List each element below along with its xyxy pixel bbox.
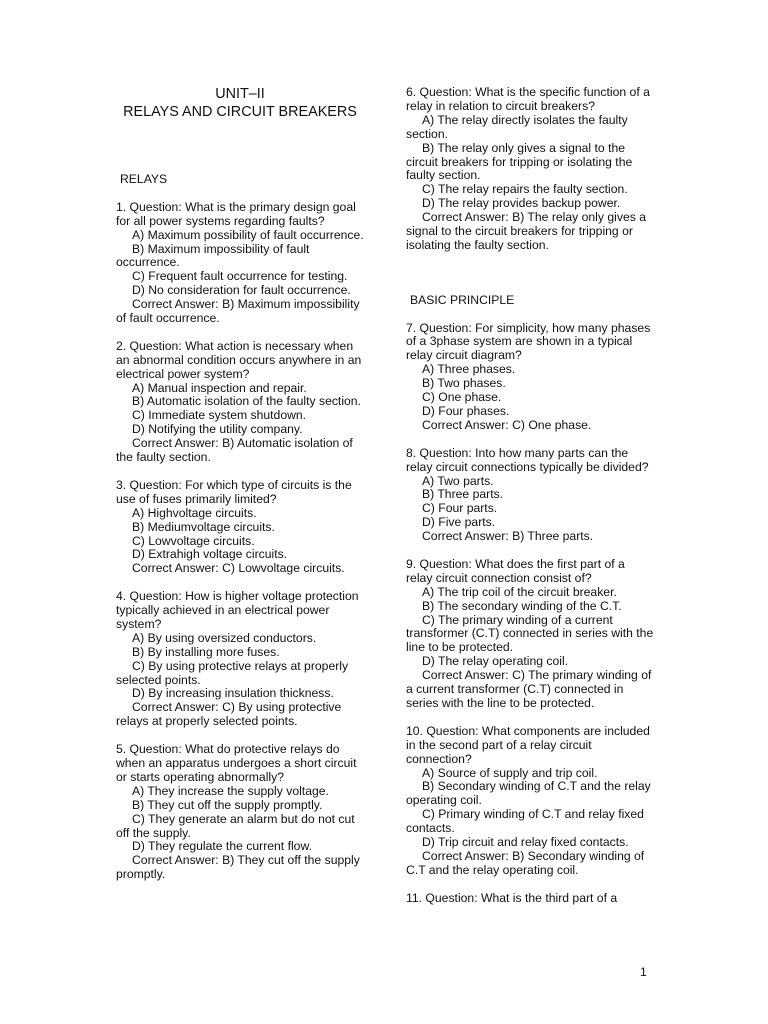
correct-answer: Correct Answer: B) Three parts. (422, 529, 594, 544)
option: A) Manual inspection and repair. (132, 380, 307, 395)
option: C) By using protective relays at properly selected points. (116, 658, 349, 687)
question-block (406, 86, 654, 253)
option: B) Three parts. (422, 487, 504, 502)
question-text: 6. Question: What is the specific function of a relay in relation to circuit breakers? (406, 85, 650, 113)
option: B) Automatic isolation of the faulty section. (132, 394, 361, 409)
option: A) Two parts. (422, 473, 494, 488)
right-column (406, 86, 654, 906)
option: C) Four parts. (422, 501, 498, 516)
left-column (116, 86, 364, 896)
option: C) Immediate system shutdown. (132, 408, 307, 423)
right-question-list (406, 322, 654, 878)
unit-heading: UNIT–II (215, 86, 265, 102)
option: C) Lowvoltage circuits. (132, 533, 255, 548)
option: D) Trip circuit and relay fixed contacts. (422, 835, 629, 850)
question-block (116, 340, 364, 465)
question-text-continued: 11. Question: What is the third part of a (406, 890, 618, 905)
option: D) Notifying the utility company. (132, 422, 303, 437)
option: C) The primary winding of a current transformer (C.T) connected in series with the line to be protected. (406, 612, 654, 655)
option: D) They regulate the current flow. (132, 839, 312, 854)
option: C) Frequent fault occurrence for testing. (132, 269, 348, 284)
option: D) Five parts. (422, 515, 496, 530)
question-block (116, 201, 364, 326)
option: A) Three phases. (422, 362, 516, 377)
section-heading-relays: RELAYS (120, 172, 168, 186)
option: D) Extrahigh voltage circuits. (132, 547, 288, 562)
question-text: 3. Question: For which type of circuits is the use of fuses primarily limited? (116, 477, 352, 506)
option: B) By installing more fuses. (132, 644, 280, 659)
left-question-list (116, 201, 364, 882)
correct-answer: Correct Answer: B) Maximum impossibility of fault occurrence. (116, 297, 360, 326)
option: B) Secondary winding of C.T and the relay operating coil. (406, 779, 651, 808)
question-text: 8. Question: Into how many parts can the relay circuit connections typically be divided? (406, 445, 649, 474)
option: D) No consideration for fault occurrence. (132, 283, 351, 298)
option: D) The relay operating coil. (422, 654, 569, 669)
question-text: 1. Question: What is the primary design goal for all power systems regarding faults? (116, 199, 356, 228)
option: C) One phase. (422, 390, 502, 405)
question-block (116, 743, 364, 882)
option: A) They increase the supply voltage. (132, 783, 329, 798)
question-block (406, 725, 654, 878)
option: A) Maximum possibility of fault occurrence. (132, 227, 364, 242)
option: A) By using oversized conductors. (132, 630, 317, 645)
question-block (116, 590, 364, 729)
correct-answer: Correct Answer: C) The primary winding of a current transformer (C.T) connected in series with the line to be protected. (406, 668, 652, 710)
question-block (116, 479, 364, 576)
option: A) The trip coil of the circuit breaker. (422, 584, 617, 599)
correct-answer: Correct Answer: B) They cut off the supply promptly. (116, 853, 360, 882)
option: B) Maximum impossibility of fault occurrence. (116, 241, 310, 270)
question-block (406, 558, 654, 711)
option: A) Source of supply and trip coil. (422, 765, 598, 780)
option: D) By increasing insulation thickness. (132, 686, 334, 701)
question-text: 5. Question: What do protective relays do when an apparatus undergoes a short circuit or starts operating abnormally? (116, 742, 357, 784)
option: C) The relay repairs the faulty section. (422, 182, 628, 197)
page-number: 1 (640, 965, 647, 979)
question-text: 7. Question: For simplicity, how many phases of a 3phase system are shown in a typical relay circuit diagram? (406, 320, 651, 363)
correct-answer: Correct Answer: C) One phase. (422, 417, 592, 432)
question-block (406, 447, 654, 544)
section-heading-basic-principle: BASIC PRINCIPLE (410, 292, 515, 307)
question-text: 4. Question: How is higher voltage protection typically achieved in an electrical power system? (116, 589, 359, 631)
option: C) They generate an alarm but do not cut off the supply. (116, 811, 355, 840)
option: C) Primary winding of C.T and relay fixed contacts. (406, 807, 644, 836)
correct-answer: Correct Answer: B) Automatic isolation of the faulty section. (116, 436, 353, 465)
option: A) The relay directly isolates the faulty section. (406, 112, 628, 141)
option: B) The secondary winding of the C.T. (422, 598, 622, 613)
title-block (116, 86, 364, 121)
question-text: 2. Question: What action is necessary when an abnormal condition occurs anywhere in an electrical power system? (116, 338, 362, 381)
correct-answer: Correct Answer: C) Lowvoltage circuits. (132, 561, 345, 576)
question-text: 9. Question: What does the first part of a relay circuit connection consist of? (406, 556, 625, 585)
option: B) Two phases. (422, 376, 506, 391)
option: B) The relay only gives a signal to the circuit breakers for tripping or isolating the faulty section. (406, 140, 633, 183)
option: D) The relay provides backup power. (422, 196, 621, 211)
option: A) Highvoltage circuits. (132, 505, 257, 520)
correct-answer: Correct Answer: B) Secondary winding of C.T and the relay operating coil. (406, 848, 645, 877)
question-text: 10. Question: What components are included in the second part of a relay circuit connection? (406, 723, 650, 766)
option: B) They cut off the supply promptly. (132, 797, 323, 812)
question-block (406, 322, 654, 433)
option: B) Mediumvoltage circuits. (132, 519, 275, 534)
option: D) Four phases. (422, 404, 510, 418)
page-title: RELAYS AND CIRCUIT BREAKERS (123, 103, 357, 120)
correct-answer: Correct Answer: B) The relay only gives a signal to the circuit breakers for tripping or isolating the faulty section. (406, 210, 646, 252)
correct-answer: Correct Answer: C) By using protective relays at properly selected points. (116, 700, 342, 729)
